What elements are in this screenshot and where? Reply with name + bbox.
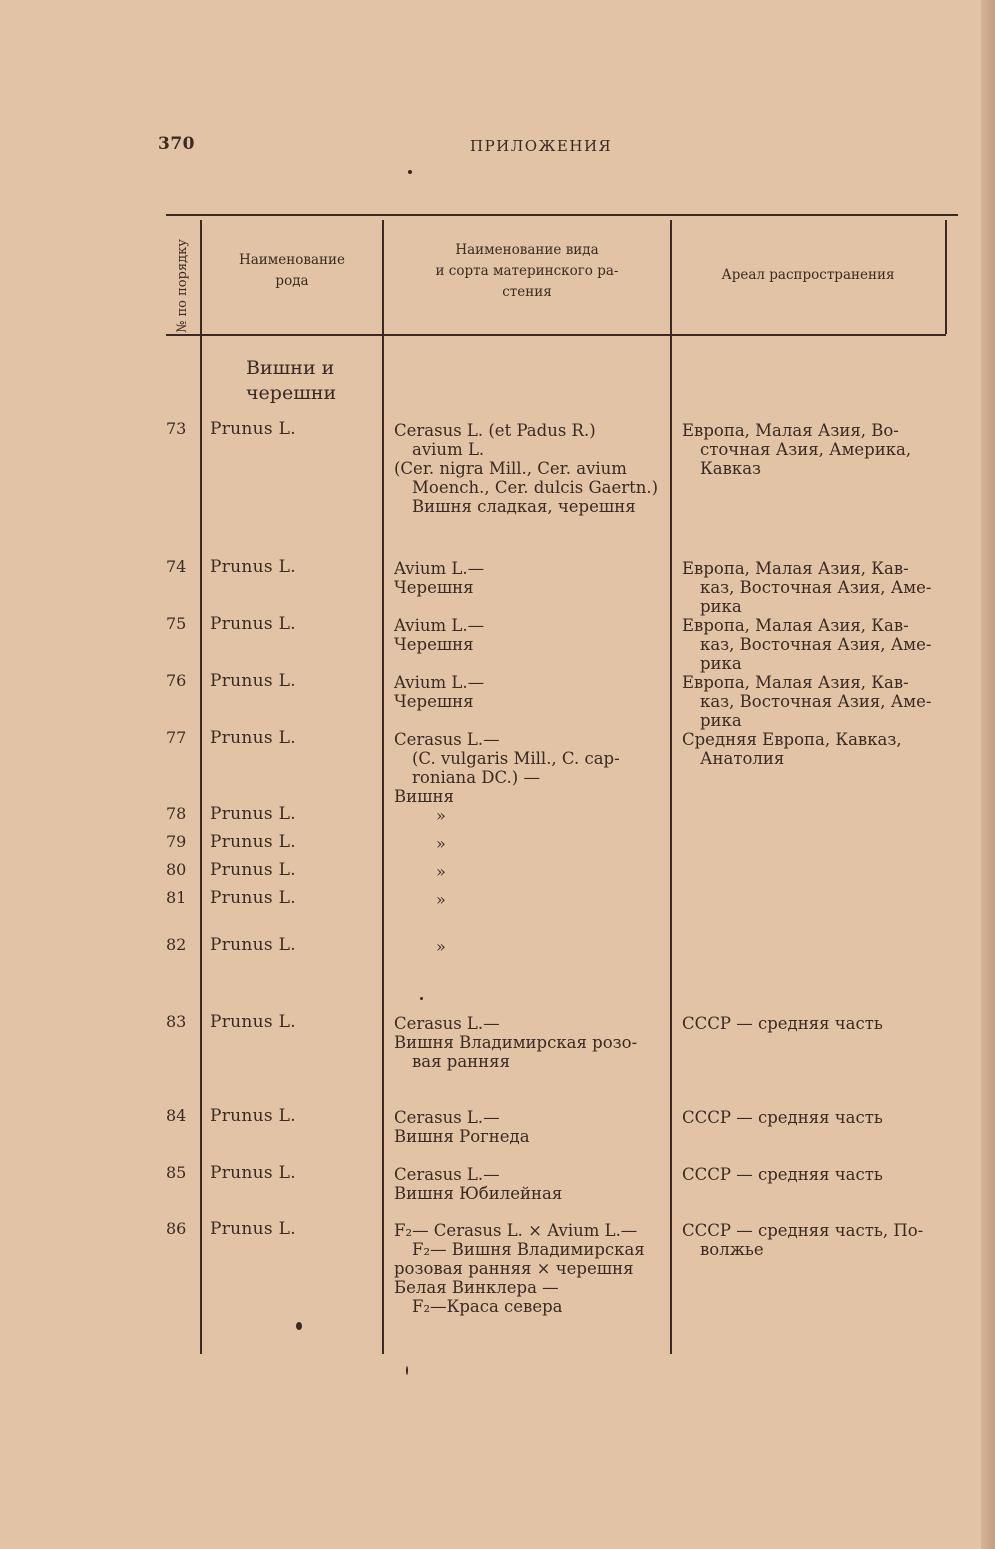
genus-cell: Prunus L. — [210, 1012, 296, 1032]
genus-cell: Prunus L. — [210, 1163, 296, 1183]
header-area-text: Ареал распространения — [721, 267, 895, 283]
area-cell — [682, 673, 944, 730]
area-cell — [682, 421, 944, 478]
area-line: Европа, Малая Азия, Кав- — [682, 616, 909, 635]
header-species — [384, 240, 670, 303]
species-line: Вишня Рогнеда — [394, 1127, 530, 1146]
area-cell — [682, 559, 944, 616]
row-number: 86 — [166, 1219, 187, 1238]
page-edge — [981, 0, 995, 1549]
area-line: Кавказ — [700, 459, 762, 478]
species-line: Вишня сладкая, черешня — [412, 497, 636, 516]
genus-cell: Prunus L. — [210, 557, 296, 577]
header-number — [168, 239, 198, 333]
species-line: Avium L.— — [394, 559, 485, 578]
scan-speck — [420, 997, 423, 1000]
area-line: каз, Восточная Азия, Аме- — [700, 635, 932, 654]
header-genus-line: рода — [275, 273, 309, 289]
area-line: Европа, Малая Азия, Во- — [682, 421, 899, 440]
row-number: 81 — [166, 888, 187, 907]
header-species-line: и сорта материнского ра- — [435, 263, 619, 279]
species-line: Cerasus L.— — [394, 1165, 500, 1184]
genus-cell: Prunus L. — [210, 728, 296, 748]
ditto-mark: » — [436, 862, 446, 881]
genus-cell: Prunus L. — [210, 832, 296, 852]
table-header-rule — [166, 334, 946, 336]
genus-cell: Prunus L. — [210, 671, 296, 691]
species-line: F₂—Краса севера — [412, 1297, 563, 1316]
ditto-mark: » — [436, 806, 446, 825]
scan-speck — [296, 1322, 302, 1330]
genus-cell: Prunus L. — [210, 419, 296, 439]
row-number: 85 — [166, 1163, 187, 1182]
area-line: рика — [700, 711, 742, 730]
species-line: Вишня — [394, 787, 454, 806]
header-area — [672, 265, 944, 286]
header-species-line: Наименование вида — [455, 242, 599, 258]
row-number: 80 — [166, 860, 187, 879]
area-line: Европа, Малая Азия, Кав- — [682, 673, 909, 692]
species-line: Avium L.— — [394, 673, 485, 692]
row-number: 77 — [166, 728, 187, 747]
column-divider — [670, 220, 672, 1354]
area-line: каз, Восточная Азия, Аме- — [700, 578, 932, 597]
ditto-mark: » — [436, 937, 446, 956]
species-line: Cerasus L.— — [394, 1108, 500, 1127]
column-divider — [382, 220, 384, 1354]
table-top-rule — [166, 214, 958, 216]
header-genus — [202, 250, 382, 292]
species-cell — [394, 616, 670, 654]
area-cell — [682, 1221, 944, 1259]
species-line: Cerasus L. (et Padus R.) — [394, 421, 596, 440]
running-head: ПРИЛОЖЕНИЯ — [470, 137, 613, 155]
ditto-mark: » — [436, 890, 446, 909]
species-line: Черешня — [394, 578, 474, 597]
row-number: 79 — [166, 832, 187, 851]
area-cell — [682, 1014, 944, 1033]
genus-cell: Prunus L. — [210, 614, 296, 634]
species-line: Moench., Cer. dulcis Gaertn.) — [412, 478, 659, 497]
species-line: Вишня Владимирская розо- — [394, 1033, 638, 1052]
appendix-table — [166, 214, 956, 1354]
area-line: каз, Восточная Азия, Аме- — [700, 692, 932, 711]
species-line: Белая Винклера — — [394, 1278, 559, 1297]
area-line: рика — [700, 654, 742, 673]
species-line: F₂— Вишня Владимирская — [412, 1240, 645, 1259]
genus-cell: Prunus L. — [210, 804, 296, 824]
area-line: волжье — [700, 1240, 764, 1259]
species-line: вая ранняя — [412, 1052, 510, 1071]
area-line: рика — [700, 597, 742, 616]
species-line: F₂— Cerasus L. × Avium L.— — [394, 1221, 638, 1240]
area-line: СССР — средняя часть, По- — [682, 1221, 924, 1240]
area-line: СССР — средняя часть — [682, 1108, 883, 1127]
species-cell — [394, 730, 670, 806]
ditto-mark: » — [436, 834, 446, 853]
section-title — [246, 356, 336, 406]
genus-cell: Prunus L. — [210, 935, 296, 955]
area-line: СССР — средняя часть — [682, 1014, 883, 1033]
species-line: Черешня — [394, 635, 474, 654]
species-cell — [394, 1165, 670, 1203]
area-cell — [682, 616, 944, 673]
row-number: 84 — [166, 1106, 187, 1125]
scan-speck — [406, 1366, 408, 1375]
column-divider — [200, 220, 202, 1354]
row-number: 73 — [166, 419, 187, 438]
genus-cell: Prunus L. — [210, 1219, 296, 1239]
section-title-line: Вишни и — [246, 357, 335, 379]
area-line: сточная Азия, Америка, — [700, 440, 912, 459]
species-line: avium L. — [412, 440, 485, 459]
page-number: 370 — [158, 134, 195, 154]
species-cell — [394, 1108, 670, 1146]
species-line: Cerasus L.— — [394, 730, 500, 749]
area-cell — [682, 1108, 944, 1127]
area-line: Европа, Малая Азия, Кав- — [682, 559, 909, 578]
area-line: Средняя Европа, Кавказ, — [682, 730, 902, 749]
row-number: 75 — [166, 614, 187, 633]
species-cell — [394, 421, 670, 516]
row-number: 78 — [166, 804, 187, 823]
species-line: Черешня — [394, 692, 474, 711]
species-line: roniana DC.) — — [412, 768, 540, 787]
species-line: Cerasus L.— — [394, 1014, 500, 1033]
species-cell — [394, 1221, 670, 1316]
species-cell — [394, 559, 670, 597]
species-line: (Cer. nigra Mill., Cer. avium — [394, 459, 627, 478]
row-number: 74 — [166, 557, 187, 576]
header-species-line: стения — [502, 284, 552, 300]
area-cell — [682, 730, 944, 768]
species-line: Вишня Юбилейная — [394, 1184, 563, 1203]
species-line: (C. vulgaris Mill., C. cap- — [412, 749, 620, 768]
area-line: Анатолия — [700, 749, 785, 768]
species-cell — [394, 673, 670, 711]
genus-cell: Prunus L. — [210, 860, 296, 880]
header-genus-line: Наименование — [238, 252, 346, 268]
row-number: 83 — [166, 1012, 187, 1031]
row-number: 82 — [166, 935, 187, 954]
species-line: розовая ранняя × черешня — [394, 1259, 634, 1278]
area-line: СССР — средняя часть — [682, 1165, 883, 1184]
area-cell — [682, 1165, 944, 1184]
section-title-line: черешни — [246, 382, 337, 404]
row-number: 76 — [166, 671, 187, 690]
genus-cell: Prunus L. — [210, 888, 296, 908]
genus-cell: Prunus L. — [210, 1106, 296, 1126]
species-cell — [394, 1014, 670, 1071]
header-number-text: № по порядку — [175, 239, 190, 333]
scan-speck — [408, 170, 412, 174]
column-divider — [945, 220, 947, 334]
species-line: Avium L.— — [394, 616, 485, 635]
